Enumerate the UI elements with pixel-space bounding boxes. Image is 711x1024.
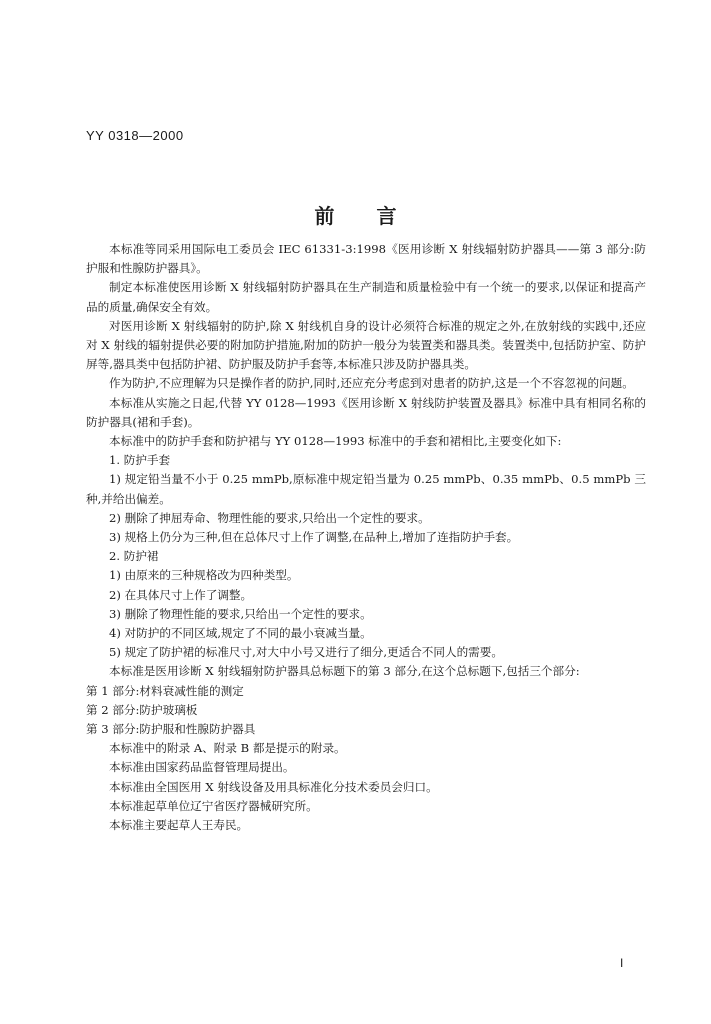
paragraph: 本标准中的附录 A、附录 B 都是提示的附录。 bbox=[109, 741, 346, 756]
list-heading: 1. 防护手套 bbox=[109, 453, 171, 468]
paragraph: 本标准起草单位辽宁省医疗器械研究所。 bbox=[109, 798, 318, 813]
list-item: 3) 规格上仍分为三种,但在总体尺寸上作了调整,在品种上,增加了连指防护手套。 bbox=[109, 530, 519, 545]
paragraph: 本标准从实施之日起,代替 YY 0128—1993《医用诊断 X 射线防护装置及器具》标准中具有相同名称的防护器具(裙和手套)。 bbox=[86, 395, 646, 429]
foreword-body bbox=[86, 240, 646, 835]
document-code: YY 0318—2000 bbox=[86, 128, 184, 143]
list-item: 2) 在具体尺寸上作了调整。 bbox=[109, 587, 253, 602]
page-title: 前言 bbox=[314, 204, 439, 228]
paragraph: 本标准由国家药品监督管理局提出。 bbox=[109, 760, 295, 775]
part-item: 第 1 部分:材料衰减性能的测定 bbox=[86, 683, 244, 698]
paragraph: 本标准是医用诊断 X 射线辐射防护器具总标题下的第 3 部分,在这个总标题下,包括三个部分: bbox=[109, 664, 580, 679]
paragraph: 对医用诊断 X 射线辐射的防护,除 X 射线机自身的设计必须符合标准的规定之外,在放射线的实践中,还应对 X 射线的辐射提供必要的附加防护措施,附加的防护一般分为装置类和器具类。装置类中,包括防护室、防护屏等,器具类中包括防护裙、防护服及防护手套等,本标准只涉及防护器具类。 bbox=[86, 318, 646, 372]
part-item: 第 2 部分:防护玻璃板 bbox=[86, 702, 198, 717]
list-item: 3) 删除了物理性能的要求,只给出一个定性的要求。 bbox=[109, 606, 372, 621]
list-item: 2) 删除了抻屈寿命、物理性能的要求,只给出一个定性的要求。 bbox=[109, 510, 430, 525]
list-item: 4) 对防护的不同区域,规定了不同的最小衰减当量。 bbox=[109, 626, 372, 641]
paragraph: 制定本标准使医用诊断 X 射线辐射防护器具在生产制造和质量检验中有一个统一的要求,以保证和提高产品的质量,确保安全有效。 bbox=[86, 280, 646, 314]
list-item: 1) 由原来的三种规格改为四种类型。 bbox=[109, 568, 299, 583]
list-item: 1) 规定铅当量不小于 0.25 mmPb,原标准中规定铅当量为 0.25 mmPb、0.35 mmPb、0.5 mmPb 三种,并给出偏差。 bbox=[86, 472, 646, 506]
paragraph: 本标准由全国医用 X 射线设备及用具标准化分技术委员会归口。 bbox=[109, 779, 438, 794]
list-item: 5) 规定了防护裙的标准尺寸,对大中小号又进行了细分,更适合不同人的需要。 bbox=[109, 645, 503, 660]
list-heading: 2. 防护裙 bbox=[109, 549, 159, 564]
paragraph: 本标准主要起草人王寿民。 bbox=[109, 818, 249, 833]
paragraph: 本标准等同采用国际电工委员会 IEC 61331-3:1998《医用诊断 X 射线辐射防护器具——第 3 部分:防护服和性腺防护器具》。 bbox=[86, 242, 646, 276]
paragraph: 本标准中的防护手套和防护裙与 YY 0128—1993 标准中的手套和裙相比,主要变化如下: bbox=[109, 434, 562, 449]
paragraph: 作为防护,不应理解为只是操作者的防护,同时,还应充分考虑到对患者的防护,这是一个不容忽视的问题。 bbox=[109, 376, 634, 391]
page-number: I bbox=[620, 956, 624, 970]
part-item: 第 3 部分:防护服和性腺防护器具 bbox=[86, 722, 256, 737]
